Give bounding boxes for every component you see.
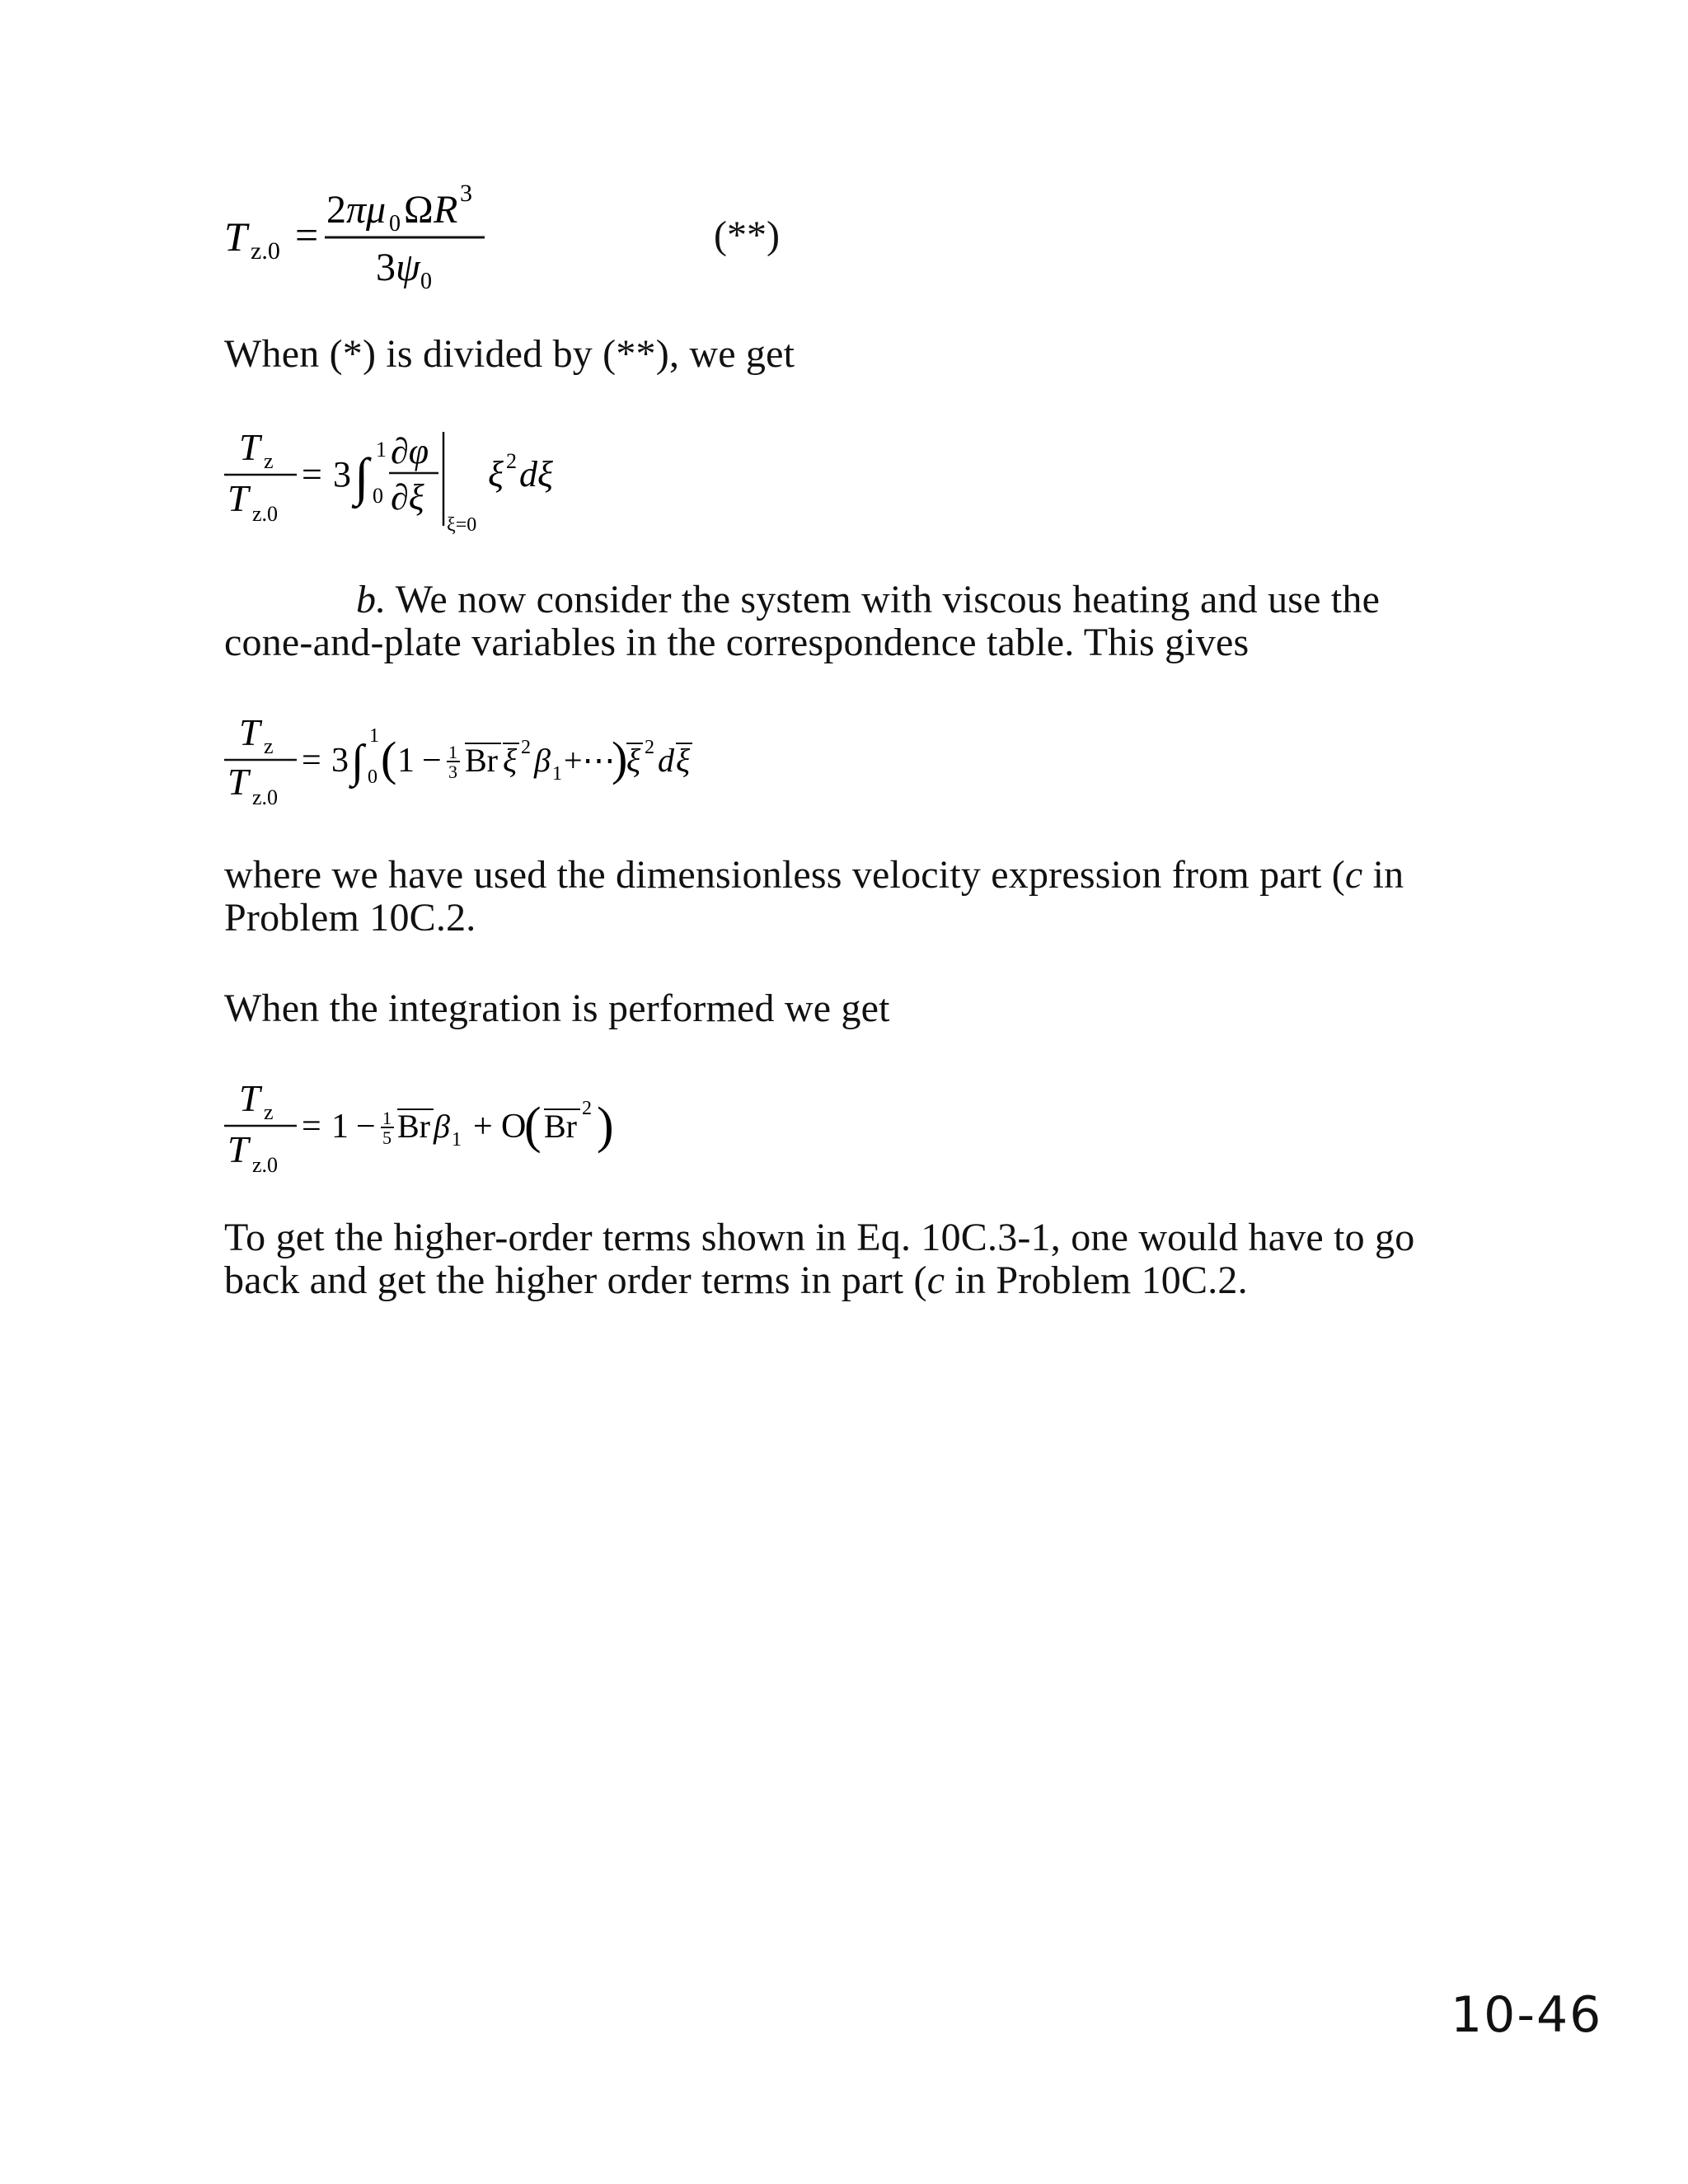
eq3-third-num: 1 bbox=[448, 742, 457, 762]
eq4-big-o: O bbox=[501, 1108, 527, 1146]
eq4-lhs-den: T bbox=[227, 1128, 249, 1170]
paragraph-integration: When the integration is performed we get bbox=[224, 987, 890, 1030]
eq2-lhs-den-sub: z.0 bbox=[252, 502, 279, 526]
eq4-one: 1 bbox=[331, 1108, 349, 1146]
eq4-br2-exponent: 2 bbox=[582, 1098, 592, 1119]
eq3-equals: = bbox=[302, 742, 321, 780]
svg-text:Ω: Ω bbox=[404, 188, 434, 232]
eq4-minus: − bbox=[356, 1108, 376, 1146]
eq3-lhs-num-sub: z bbox=[264, 734, 274, 758]
eq1-numerator bbox=[326, 183, 472, 237]
eq3-minus: − bbox=[422, 742, 442, 780]
higher-order-text-c: c bbox=[926, 1258, 945, 1302]
eq2-eval-at: ξ=0 bbox=[447, 514, 477, 536]
equation-torque-reference bbox=[221, 183, 798, 298]
eq3-upper-limit: 1 bbox=[369, 725, 379, 747]
eq3-lhs-den-sub: z.0 bbox=[252, 785, 279, 809]
page-number: 10-46 bbox=[1451, 1986, 1603, 2044]
eq1-lhs-sub: z.0 bbox=[251, 237, 280, 265]
eq4-fifth-num: 1 bbox=[382, 1108, 392, 1128]
eq2-lhs-num: T bbox=[239, 426, 260, 468]
eq2-dphi: ∂φ bbox=[391, 431, 429, 471]
eq3-lhs-num: T bbox=[239, 711, 260, 753]
eq2-dxi: ∂ξ bbox=[391, 477, 424, 518]
higher-order-text-b: in Problem 10C.2. bbox=[945, 1258, 1248, 1302]
eq2-three: 3 bbox=[333, 454, 351, 494]
eq3-lhs-den: T bbox=[227, 761, 249, 803]
eq4-plus: + bbox=[473, 1108, 493, 1146]
eq3-lower-limit: 0 bbox=[368, 766, 377, 788]
svg-text:πμ: πμ bbox=[346, 188, 387, 232]
eq3-left-paren: ( bbox=[381, 732, 397, 785]
eq3-third-den: 3 bbox=[448, 762, 457, 782]
eq3-beta-sub: 1 bbox=[552, 763, 562, 785]
eq3-xi2: ξ bbox=[626, 742, 641, 779]
equation-torque-ratio-integral-svg bbox=[221, 420, 633, 544]
svg-text:R: R bbox=[434, 188, 458, 232]
eq4-lhs-den-sub: z.0 bbox=[252, 1153, 279, 1177]
eq1-denominator bbox=[376, 246, 432, 294]
eq4-equals: = bbox=[302, 1108, 321, 1146]
eq3-br: Br bbox=[465, 742, 498, 779]
eq3-d: d bbox=[658, 742, 674, 779]
equation-torque-ratio-viscous bbox=[221, 709, 814, 816]
eq2-lower-limit: 0 bbox=[373, 484, 383, 508]
eq4-lhs-num-sub: z bbox=[264, 1100, 274, 1124]
eq2-lhs-den: T bbox=[227, 477, 249, 519]
svg-text:0: 0 bbox=[420, 269, 432, 294]
eq3-three: 3 bbox=[331, 742, 349, 780]
paragraph-velocity-expression bbox=[224, 854, 1436, 940]
higher-order-text-a: To get the higher-order terms shown in Eq. 10C.3-1, one would have to go back and get the higher order terms in part ( bbox=[224, 1216, 1415, 1302]
eq3-beta: β bbox=[534, 742, 551, 779]
eq4-beta: β bbox=[434, 1108, 450, 1145]
eq2-equals: = bbox=[302, 454, 322, 494]
equation-torque-ratio-result bbox=[221, 1071, 715, 1187]
eq4-right-paren: ) bbox=[597, 1098, 614, 1154]
svg-text:ψ: ψ bbox=[396, 246, 420, 289]
eq2-integral: ∫ bbox=[354, 448, 369, 506]
eq1-lhs: T bbox=[224, 213, 247, 260]
svg-text:3: 3 bbox=[376, 246, 396, 289]
paragraph-higher-order bbox=[224, 1216, 1436, 1302]
eq3-one: 1 bbox=[397, 742, 415, 780]
velocity-text-b: in Problem 10C.2. bbox=[224, 853, 1404, 940]
eq4-beta-sub: 1 bbox=[452, 1129, 462, 1151]
paragraph-divided: When (*) is divided by (**), we get bbox=[224, 332, 795, 376]
velocity-text-a: where we have used the dimensionless velocity expression from part ( bbox=[224, 853, 1345, 897]
equation-torque-ratio-result-svg bbox=[221, 1071, 715, 1187]
eq2-dxi-measure: dξ bbox=[519, 454, 553, 494]
eq3-xi3: ξ bbox=[676, 742, 691, 779]
eq3-right-paren: ) bbox=[612, 732, 628, 785]
part-b-text: We now consider the system with viscous heating and use the cone-and-plate variables in the correspondence table. This gives bbox=[224, 578, 1381, 664]
eq3-xi-exponent: 2 bbox=[521, 737, 531, 758]
eq4-br: Br bbox=[397, 1108, 430, 1145]
eq4-fifth-den: 5 bbox=[382, 1127, 392, 1148]
eq1-equals: = bbox=[295, 212, 319, 258]
eq2-xi-squared: ξ bbox=[488, 454, 504, 494]
svg-text:0: 0 bbox=[389, 211, 401, 237]
svg-text:3: 3 bbox=[460, 183, 472, 207]
equation-torque-ratio-integral bbox=[221, 420, 633, 544]
eq3-plus-dots: +⋯ bbox=[564, 742, 616, 779]
equation-label-double-star: (**) bbox=[714, 213, 780, 257]
equation-torque-reference-svg bbox=[221, 183, 798, 298]
equation-torque-ratio-viscous-svg bbox=[221, 709, 814, 816]
eq4-left-paren: ( bbox=[524, 1098, 542, 1154]
eq2-lhs-num-sub: z bbox=[264, 449, 274, 473]
eq4-lhs-num: T bbox=[239, 1077, 260, 1119]
eq3-integral: ∫ bbox=[351, 736, 364, 787]
eq4-br2: Br bbox=[544, 1108, 577, 1145]
velocity-text-c: c bbox=[1344, 853, 1363, 897]
eq3-xi: ξ bbox=[503, 742, 518, 779]
paragraph-part-b bbox=[224, 579, 1436, 664]
eq2-upper-limit: 1 bbox=[376, 438, 387, 462]
svg-text:2: 2 bbox=[326, 188, 346, 232]
eq2-xi-exponent: 2 bbox=[506, 449, 517, 473]
eq3-xi2-exponent: 2 bbox=[645, 737, 654, 758]
part-b-label: b. bbox=[356, 578, 387, 621]
